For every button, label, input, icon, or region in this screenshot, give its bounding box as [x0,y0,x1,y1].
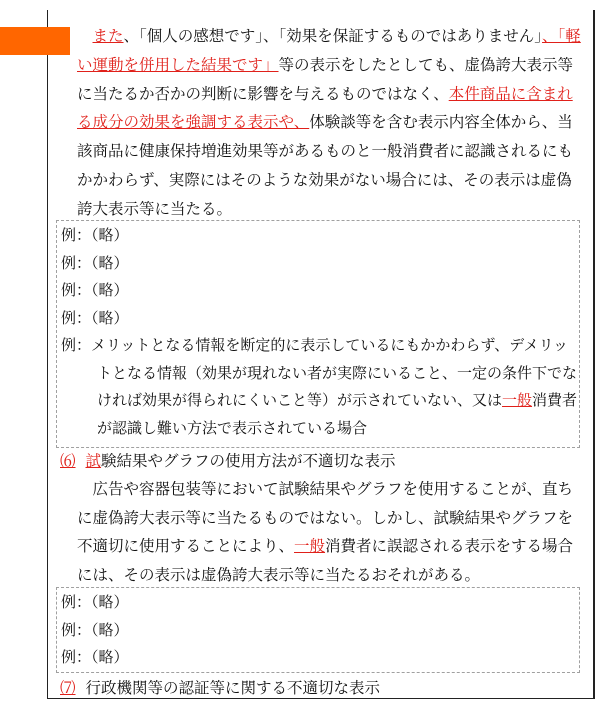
example-item: 例：（略） [61,620,129,639]
example-box-2 [56,587,580,673]
heading-7-title: 行政機関等の認証等に関する不適切な表示 [85,679,381,697]
p1-text-a: 、「個人の感想です」、「効果を保証するものではありません」 [123,27,543,45]
example-box-1 [56,220,580,448]
p2-text-b: 消費者に誤認される表示をする場合には、その表示は虚偽誇大表示等に当たるおそれがある。 [77,537,574,584]
example-long-text-b: 消費者が認識し難い方法で表示されている場合 [97,391,578,437]
p2-red: 一般 [294,537,326,556]
heading-6 [60,447,396,475]
example-item: 例：（略） [61,281,129,299]
heading-6-number: ⑹ [60,452,76,470]
paragraph-main [77,22,587,224]
example-item: 例：（略） [61,593,129,611]
p1-text-b: 等の表示をしたとしても、虚偽誇大表示等に当たるか否かの判断に影響を与えるものではなく、 [77,55,574,103]
example-long-red: 一般 [502,391,533,409]
example-item: 例：（略） [61,308,129,327]
paragraph-2 [77,475,587,589]
paragraph-2-container [77,475,587,589]
heading-6-red: 試 [85,452,102,470]
heading-7 [60,674,380,702]
example-long-text-a: 例：メリットとなる情報を断定的に表示しているにもかかわらず、デメリットとなる情報（効果が現れない者が実際にいること、一定の条件下でなければ効果が得られにくいこと等）が示されていない、又は [61,336,578,409]
example-item: 例：（略） [61,648,129,666]
p2-text-a: 広告や容器包装等において試験結果やグラフを使用することが、直ちに虚偽誇大表示等に当たるものではない。しかし、試験結果やグラフを不適切に使用することにより、 [77,480,574,556]
example-item: 例：（略） [61,253,129,272]
example-long [61,332,579,442]
example-item: 例：（略） [61,226,129,244]
p1-red-mata: また [92,27,124,45]
p1-red-exercise: 、「軽い運動を併用した結果です」 [77,27,581,74]
p1-red-ingredient: 本件商品に含まれる成分の効果を強調する表示や、 [77,84,573,132]
p1-text-c: 体験談等を含む表示内容全体から、当該商品に健康保持増進効果等があるものと一般消費者に認識されるにもかかわらず、実際にはそのような効果がない場合には、その表示は虚偽誇大表示等に当たる。 [77,113,574,218]
paragraph-1 [77,22,587,224]
heading-6-title: 験結果やグラフの使用方法が不適切な表示 [101,452,396,470]
orange-marker [0,27,70,55]
right-rule [594,10,606,699]
heading-7-number: ⑺ [60,679,76,697]
